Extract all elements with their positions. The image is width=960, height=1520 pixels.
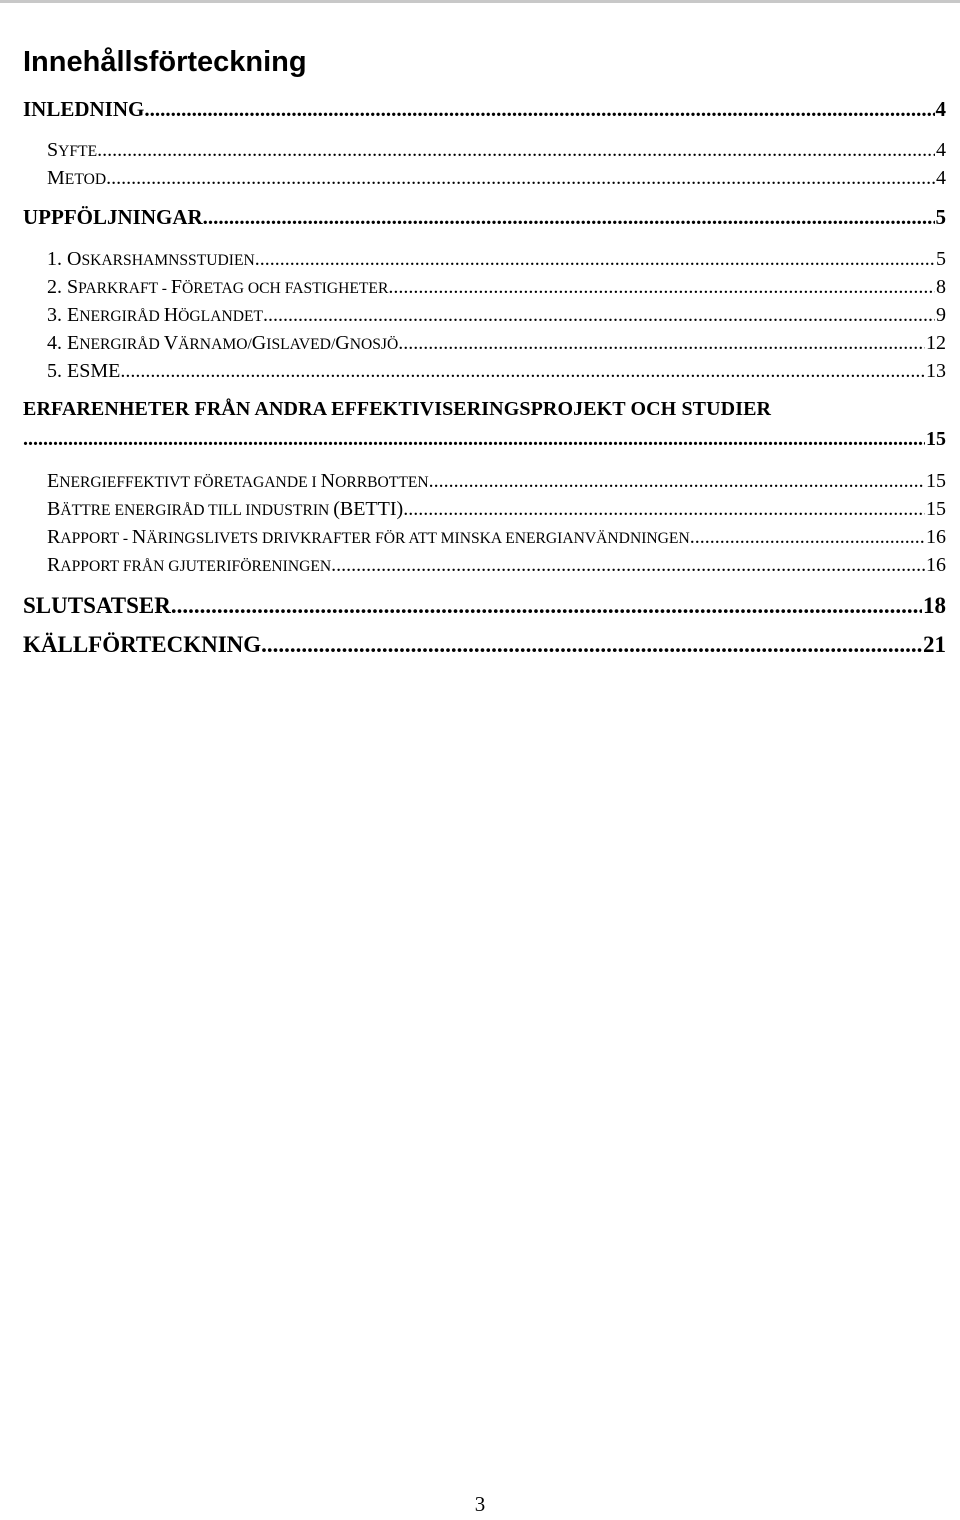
title-rest: ISLAVED/	[266, 336, 336, 353]
toc-entry-page: 8	[936, 276, 946, 298]
title-initial: R	[47, 554, 61, 576]
toc-entry-title	[47, 167, 106, 190]
toc-entry-title: UPPFÖLJNINGAR	[23, 205, 203, 229]
top-border	[0, 0, 960, 3]
toc-entry-uppfoljningar[interactable]	[23, 205, 946, 230]
toc-entry-metod[interactable]	[47, 167, 946, 190]
title-initial: G	[251, 332, 267, 354]
dot-leader	[690, 526, 925, 549]
title-initial: N	[320, 470, 336, 492]
page-number: 3	[474, 1492, 486, 1516]
toc-entry-page: 15	[926, 428, 946, 450]
toc-entry-erfarenheter[interactable]	[23, 428, 946, 451]
title-initial: 4. E	[47, 332, 80, 354]
dot-leader	[120, 360, 925, 383]
toc-entry-page: 12	[926, 332, 946, 354]
title-rest: APPORT -	[60, 530, 132, 547]
toc-entry-title	[47, 470, 429, 493]
toc-entry-varnamo[interactable]	[47, 332, 946, 355]
toc-entry-page: 4	[936, 139, 946, 161]
title-rest: ÖRETAG OCH FASTIGHETER	[181, 280, 389, 297]
toc-entry-slutsatser[interactable]	[23, 593, 946, 619]
title-initial: F	[170, 276, 182, 298]
toc-entry-title	[47, 248, 255, 271]
title-initial: 1. O	[47, 248, 82, 270]
toc-entry-title	[47, 304, 263, 327]
dot-leader	[97, 139, 935, 162]
page-title: Innehållsförteckning	[23, 46, 307, 78]
dot-leader	[106, 167, 935, 190]
dot-leader	[331, 554, 925, 577]
toc-entry-page: 5	[936, 248, 946, 270]
title-initial: S	[47, 139, 59, 161]
toc-entry-title: KÄLLFÖRTECKNING	[23, 632, 262, 657]
toc-entry-sparkraft[interactable]	[47, 276, 946, 299]
dot-leader	[203, 205, 935, 230]
title-rest: NERGIRÅD	[79, 336, 164, 353]
title-initial: 3. E	[47, 304, 80, 326]
title-rest: ÄRNAMO/	[178, 336, 252, 353]
dot-leader	[255, 248, 935, 271]
title-initial: N	[131, 526, 147, 548]
dot-leader	[403, 498, 925, 521]
dot-leader	[388, 276, 935, 299]
title-rest: NERGIEFFEKTIVT FÖRETAGANDE I	[59, 474, 321, 491]
title-rest: ÄTTRE ENERGIRÅD TILL INDUSTRIN	[60, 502, 334, 519]
toc-entry-title	[47, 554, 331, 577]
toc-entry-title: SLUTSATSER	[23, 593, 171, 618]
toc-entry-syfte[interactable]	[47, 139, 946, 162]
title-initial: B	[47, 498, 61, 520]
toc-entry-esme[interactable]	[47, 360, 946, 383]
toc-entry-betti[interactable]	[47, 498, 946, 521]
dot-leader	[429, 470, 925, 493]
toc-entry-page: 5	[935, 205, 946, 229]
toc-entry-norrbotten[interactable]	[47, 470, 946, 493]
title-rest: ORRBOTTEN	[335, 474, 429, 491]
toc-entry-page: 13	[926, 360, 946, 382]
toc-entry-title	[47, 498, 403, 521]
toc-entry-hoglandet[interactable]	[47, 304, 946, 327]
toc-entry-title	[47, 526, 690, 549]
toc-entry-erfarenheter-title[interactable]: ERFARENHETER FRÅN ANDRA EFFEKTIVISERINGSPROJEKT OCH STUDIER	[23, 398, 772, 420]
title-rest: APPORT FRÅN GJUTERIFÖRENINGEN	[60, 558, 332, 575]
dot-leader	[23, 428, 925, 451]
title-tail: (BETTI)	[333, 498, 404, 520]
title-initial: R	[47, 526, 61, 548]
toc-entry-page: 4	[936, 167, 946, 189]
title-initial: M	[47, 167, 65, 189]
title-initial: G	[335, 332, 350, 354]
title-initial: H	[163, 304, 179, 326]
toc-entry-title	[47, 139, 97, 162]
toc-entry-title: INLEDNING	[23, 97, 145, 121]
toc-entry-page: 18	[923, 593, 946, 618]
dot-leader	[263, 304, 935, 327]
toc-entry-page: 15	[926, 498, 946, 520]
dot-leader	[398, 332, 925, 355]
title-rest: ÖGLANDET	[178, 308, 264, 325]
toc-entry-page: 21	[923, 632, 946, 657]
toc-entry-page: 16	[926, 526, 946, 548]
title-rest: ETOD	[64, 171, 107, 188]
toc-entry-page: 15	[926, 470, 946, 492]
title-initial: 2. S	[47, 276, 79, 298]
toc-entry-title	[47, 332, 398, 355]
toc-entry-kallforteckning[interactable]	[23, 632, 946, 658]
toc-entry-title: 5. ESME	[47, 360, 121, 382]
dot-leader	[171, 593, 922, 619]
title-rest: PARKRAFT -	[78, 280, 171, 297]
toc-entry-page: 4	[935, 97, 946, 121]
toc-entry-oskarshamnsstudien[interactable]	[47, 248, 946, 271]
toc-entry-page: 9	[936, 304, 946, 326]
toc-entry-inledning[interactable]	[23, 97, 946, 122]
title-rest: YFTE	[58, 143, 98, 160]
title-rest: SKARSHAMNSSTUDIEN	[81, 252, 255, 269]
toc-entry-rapport-gjuteri[interactable]	[47, 554, 946, 577]
title-rest: ÄRINGSLIVETS DRIVKRAFTER FÖR ATT MINSKA ENERGIANVÄNDNINGEN	[146, 530, 690, 547]
title-rest: NOSJÖ	[349, 336, 399, 353]
title-initial: E	[47, 470, 60, 492]
toc-entry-title	[47, 276, 388, 299]
title-initial: V	[163, 332, 179, 354]
toc-entry-rapport-naringslivet[interactable]	[47, 526, 946, 549]
dot-leader	[261, 632, 922, 658]
title-rest: NERGIRÅD	[79, 308, 164, 325]
toc-entry-page: 16	[926, 554, 946, 576]
dot-leader	[144, 97, 934, 122]
